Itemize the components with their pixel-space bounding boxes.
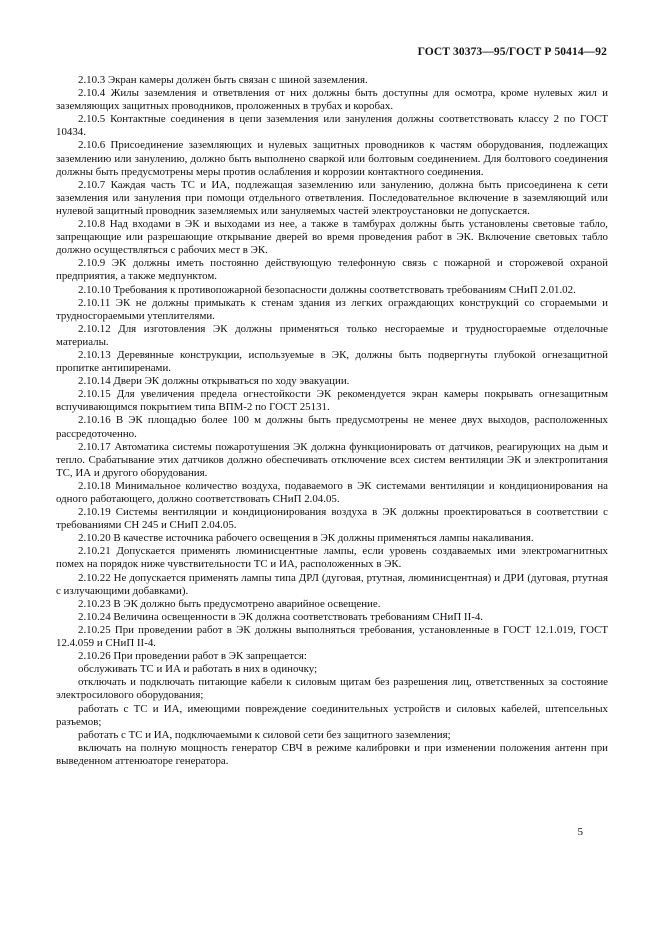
list-item: работать с ТС и ИА, имеющими повреждение соединительных устройств и силовых кабелей, штепсельных разъемов; — [56, 702, 608, 728]
paragraph: 2.10.5 Контактные соединения в цепи заземления или зануления должны соответствовать классу 2 по ГОСТ 10434. — [56, 113, 608, 139]
page-header: ГОСТ 30373—95/ГОСТ Р 50414—92 — [417, 46, 607, 58]
paragraph: 2.10.12 Для изготовления ЭК должны применяться только несгораемые и трудносгораемые отделочные материалы. — [56, 322, 608, 348]
paragraph: 2.10.8 Над входами в ЭК и выходами из нее, а также в тамбурах должны быть установлены световые табло, запрещающие или разрешающие открывание дверей во время проведения работ в ЭК. Включение световых табло должно осуществляться с рабочих мест в ЭК. — [56, 218, 608, 257]
page-number: 5 — [577, 826, 583, 838]
paragraph: 2.10.15 Для увеличения предела огнестойкости ЭК рекомендуется экран камеры покрывать огнезащитным вспучивающимся покрытием типа ВПМ-2 по ГОСТ 25131. — [56, 388, 608, 414]
paragraph: 2.10.4 Жилы заземления и ответвления от них должны быть доступны для осмотра, кроме нулевых жил и заземляющих защитных проводников, проложенных в трубах и коробах. — [56, 87, 608, 113]
paragraph: 2.10.23 В ЭК должно быть предусмотрено аварийное освещение. — [78, 597, 381, 610]
paragraph: 2.10.25 При проведении работ в ЭК должны выполняться требования, установленные в ГОСТ 12.1.019, ГОСТ 12.4.059 и СНиП II-4. — [56, 623, 608, 650]
document-body — [56, 74, 608, 768]
paragraph: 2.10.21 Допускается применять люминисцентные лампы, если уровень создаваемых ими электромагнитных помех на порядок ниже чувствительности ТС и ИА, расположенных в ЭК. — [56, 545, 608, 571]
paragraph: 2.10.11 ЭК не должны примыкать к стенам здания из легких ограждающих конструкций со сгораемыми и трудносгораемыми утеплителями. — [56, 296, 608, 322]
paragraph: 2.10.22 Не допускается применять лампы типа ДРЛ (дуговая, ртутная, люминисцентная) и ДРИ (дуговая, ртутная с излучающими добавками). — [56, 571, 608, 597]
paragraph: 2.10.13 Деревянные конструкции, используемые в ЭК, должны быть подвергнуты глубокой огнезащитной пропитке антипиренами. — [56, 348, 608, 375]
paragraph: 2.10.24 Величина освещенности в ЭК должна соответствовать требованиям СНиП II-4. — [78, 610, 483, 623]
list-item: обслуживать ТС и ИА и работать в них в одиночку; — [78, 663, 318, 676]
paragraph: 2.10.6 Присоединение заземляющих и нулевых защитных проводников к частям оборудования, подлежащих заземлению или занулению, должно быть выполнено сваркой или болтовым соединением. Для болтового соединения должны быть предусмотрены меры против ослабления и коррозии контактного соединения. — [56, 139, 608, 178]
paragraph: 2.10.26 При проведении работ в ЭК запрещается: — [78, 650, 307, 663]
paragraph: 2.10.3 Экран камеры должен быть связан с шиной заземления. — [78, 74, 368, 86]
list-item: отключать и подключать питающие кабели к силовым щитам без разрешения лиц, ответственных за состояние электросилового оборудования; — [56, 676, 608, 702]
paragraph: 2.10.9 ЭК должны иметь постоянно действующую телефонную связь с пожарной и сторожевой охраной предприятия, а также медпунктом. — [56, 257, 608, 283]
paragraph: 2.10.16 В ЭК площадью более 100 м должны быть предусмотрены не менее двух выходов, расположенных рассредоточенно. — [56, 414, 608, 440]
paragraph: 2.10.20 В качестве источника рабочего освещения в ЭК должны применяться лампы накаливания. — [78, 532, 534, 545]
paragraph: 2.10.7 Каждая часть ТС и ИА, подлежащая заземлению или занулению, должна быть присоединена к сети заземления или зануления при помощи отдельного ответвления. Последовательное включение в заземляющий или нулевой защитный проводник заземляемых или зануляемых частей электроустановки не допускается. — [56, 178, 608, 217]
list-item: включать на полную мощность генератор СВЧ в режиме калибровки и при изменении положения антенн при выведенном аттенюаторе генератора. — [56, 741, 608, 767]
paragraph: 2.10.19 Системы вентиляции и кондиционирования воздуха в ЭК должны проектироваться в соответствии с требованиями СН 245 и СНиП 2.04.05. — [56, 506, 608, 532]
paragraph: 2.10.14 Двери ЭК должны открываться по ходу эвакуации. — [78, 375, 350, 388]
paragraph: 2.10.17 Автоматика системы пожаротушения ЭК должна функционировать от датчиков, реагирующих на дым и тепло. Срабатывание этих датчиков должно обеспечивать отключение всех систем вентиляции ЭК и электропитания ТС, ИА и другого оборудования. — [56, 440, 608, 479]
list-item: работать с ТС и ИА, подключаемыми к силовой сети без защитного заземления; — [78, 728, 451, 741]
paragraph: 2.10.10 Требования к противопожарной безопасности должны соответствовать требованиям СНиП 2.01.02. — [78, 283, 576, 296]
paragraph: 2.10.18 Минимальное количество воздуха, подаваемого в ЭК системами вентиляции и кондиционирования на одного работающего, должно соответствовать СНиП 2.04.05. — [56, 479, 608, 505]
